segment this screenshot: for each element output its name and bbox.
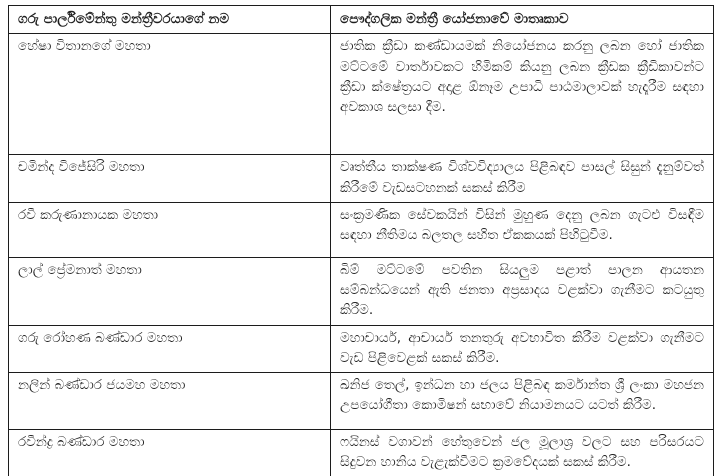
- member-name-cell: චමින්ද විජේසිරි මහතා: [9, 155, 331, 203]
- member-name-cell: රවී කරුණානායක මහතා: [9, 202, 331, 257]
- table-row: [9, 325, 714, 373]
- member-name-cell: හේෂා විතානගේ මහතා: [9, 34, 331, 155]
- motion-title-cell: මහාචාර්ය, ආචාර්ය තනතුරු අවභාවිත කිරීම වළක්වා ගැනීමට වැඩ පිළිවෙළක් සකස් කිරීම.: [331, 325, 714, 373]
- member-name-cell: ගරු රෝහණ බණ්ඩාර මහතා: [9, 325, 331, 373]
- motion-title-cell: වෘත්තීය තාක්ෂණ විශ්වවිද්‍යාලය පිළිබඳව පාසල් සිසුන් දැනුම්වත් කිරීමේ වැඩසටහනක් සකස් කිරීම: [331, 155, 714, 203]
- private-motions-table: [8, 5, 714, 476]
- motion-title-cell: ජාතික ක්‍රීඩා කණ්ඩායමක් නියෝජනය කරනු ලබන හෝ ජාතික මට්ටමේ වාර්තාවකට හිමිකම් කියනු ලබන ක්‍රීඩක ක්‍රීඩිකාවන්ට ක්‍රීඩා ක්ෂේත්‍රයට අදාළ ඕනෑම උපාධි පාඨමාලාවක් හැදෑරීම සඳහා අවකාශ සලසා දීම.: [331, 34, 714, 155]
- member-name-column-header: ගරු පාර්ලිමේන්තු මන්ත්‍රීවරයාගේ නම: [9, 6, 331, 34]
- table-row: [9, 155, 714, 203]
- motion-title-cell: බිම් මට්ටමේ පවතින සියලුම පළාත් පාලන ආයතන සම්බන්ධයෙන් ඇති ජනතා අප්‍රසාදය වළක්වා ගැනීමට කටයුතු කිරීම.: [331, 257, 714, 325]
- table-row: [9, 34, 714, 155]
- motion-title-cell: ෆයිනස් වගාවන් හේතුවෙන් ජල මූලාශ්‍ර වලට සහ පරිසරයට සිදුවන හානිය වැළැක්වීමට ක්‍රමවේදයක් සකස් කිරීම.: [331, 430, 714, 476]
- motion-title-column-header: පෞද්ගලික මන්ත්‍රී යෝජනාවේ මාතෘකාව: [331, 6, 714, 34]
- member-name-cell: ලාල් ප්‍රේමනාත් මහතා: [9, 257, 331, 325]
- table-header-row: [9, 6, 714, 34]
- member-name-cell: නලින් බණ්ඩාර ජයමහ මහතා: [9, 373, 331, 430]
- table-row: [9, 373, 714, 430]
- table-row: [9, 202, 714, 257]
- table-row: [9, 430, 714, 476]
- motion-title-cell: ඛනිජ තෙල්, ඉන්ධන හා ජලය පිළිබඳ කර්මාන්ත ශ්‍රී ලංකා මහජන උපයෝගීතා කොමිෂන් සභාවේ නියාමනයට යටත් කිරීම.: [331, 373, 714, 430]
- member-name-cell: රවීන්ද්‍ර බණ්ඩාර මහතා: [9, 430, 331, 476]
- table-row: [9, 257, 714, 325]
- motion-title-cell: සංක්‍රමණික සේවකයින් විසින් මුහුණ දෙනු ලබන ගැටළු විසඳීම සඳහා නීතිමය බලතල සහිත ඒකකයක් පිහිටුවීම.: [331, 202, 714, 257]
